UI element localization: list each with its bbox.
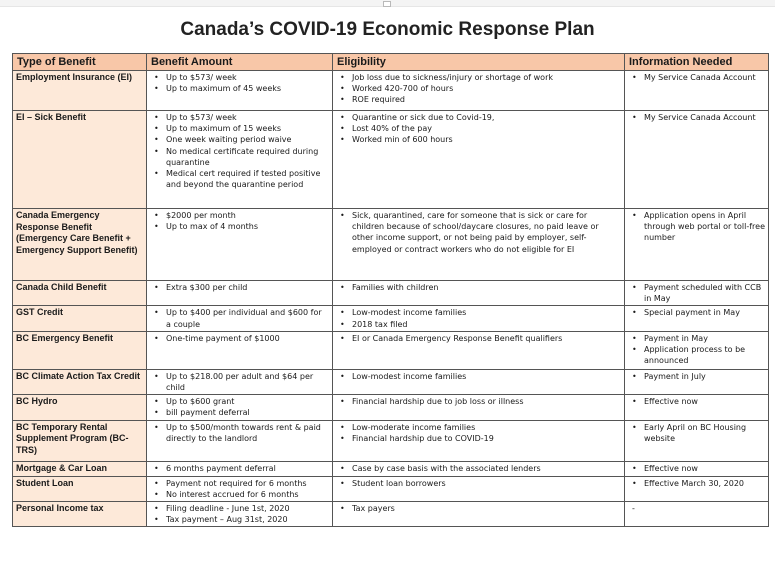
- eligibility-list: [336, 463, 621, 474]
- list-item: • Low-moderate income families: [336, 422, 621, 433]
- document-title: Canada’s COVID-19 Economic Response Plan: [180, 19, 595, 40]
- table-row: [13, 395, 769, 420]
- list-item: • bill payment deferral: [150, 407, 329, 418]
- information-needed-cell: [625, 209, 769, 281]
- eligibility-list: [336, 478, 621, 489]
- benefit-amount-cell: [147, 420, 333, 461]
- list-item: • 6 months payment deferral: [150, 463, 329, 474]
- list-item: • Up to $600 grant: [150, 396, 329, 407]
- eligibility-list: [336, 112, 621, 146]
- benefit-amount-cell: [147, 281, 333, 306]
- information-needed-list: [628, 307, 765, 318]
- table-row: [13, 331, 769, 369]
- list-item: • Quarantine or sick due to Covid-19,: [336, 112, 621, 123]
- header-eligibility: Eligibility: [333, 54, 625, 71]
- table-row: [13, 71, 769, 111]
- table-row: [13, 281, 769, 306]
- list-item: • Extra $300 per child: [150, 282, 329, 293]
- benefit-type-cell: GST Credit: [13, 306, 147, 331]
- benefit-amount-cell: [147, 502, 333, 527]
- benefit-amount-cell: [147, 369, 333, 394]
- information-needed-list: [628, 371, 765, 382]
- information-needed-cell: [625, 281, 769, 306]
- benefit-type-cell: Mortgage & Car Loan: [13, 461, 147, 476]
- benefit-amount-list: [150, 422, 329, 444]
- list-item: • Up to $500/month towards rent & paid directly to the landlord: [150, 422, 329, 444]
- information-needed-cell: [625, 369, 769, 394]
- list-item: • Effective now: [628, 396, 765, 407]
- benefit-amount-list: [150, 333, 329, 344]
- information-needed-cell: [625, 331, 769, 369]
- header-row: [13, 54, 769, 71]
- benefit-type-cell: BC Hydro: [13, 395, 147, 420]
- benefit-type-cell: EI – Sick Benefit: [13, 111, 147, 209]
- list-item: • Payment not required for 6 months: [150, 478, 329, 489]
- list-item: • Application opens in April through web portal or toll-free number: [628, 210, 765, 244]
- eligibility-cell: [333, 71, 625, 111]
- table-row: [13, 461, 769, 476]
- list-item: • Worked min of 600 hours: [336, 134, 621, 145]
- table-row: [13, 420, 769, 461]
- eligibility-list: [336, 396, 621, 407]
- list-item: • Student loan borrowers: [336, 478, 621, 489]
- benefit-type-cell: BC Climate Action Tax Credit: [13, 369, 147, 394]
- table-row: [13, 306, 769, 331]
- information-needed-cell: [625, 461, 769, 476]
- table-row: [13, 111, 769, 209]
- list-item: • No medical certificate required during quarantine: [150, 146, 329, 168]
- benefit-amount-cell: [147, 71, 333, 111]
- header-benefit-amount: Benefit Amount: [147, 54, 333, 71]
- information-needed-cell: [625, 476, 769, 501]
- eligibility-cell: [333, 395, 625, 420]
- table-row: [13, 502, 769, 527]
- information-needed-cell: [625, 71, 769, 111]
- eligibility-list: [336, 282, 621, 293]
- eligibility-list: [336, 333, 621, 344]
- eligibility-cell: [333, 502, 625, 527]
- list-item: • Effective now: [628, 463, 765, 474]
- eligibility-cell: [333, 369, 625, 394]
- list-item: • Up to maximum of 15 weeks: [150, 123, 329, 134]
- table-row: [13, 369, 769, 394]
- list-item: • Lost 40% of the pay: [336, 123, 621, 134]
- list-item: • Up to maximum of 45 weeks: [150, 83, 329, 94]
- benefit-amount-list: [150, 307, 329, 329]
- list-item: • Financial hardship due to job loss or illness: [336, 396, 621, 407]
- information-needed-cell: [625, 502, 769, 527]
- list-item: • Tax payment – Aug 31st, 2020: [150, 514, 329, 525]
- information-needed-list: [628, 210, 765, 244]
- benefit-type-cell: Canada Emergency Response Benefit (Emergency Care Benefit + Emergency Support Benefit): [13, 209, 147, 281]
- information-needed-list: [628, 478, 765, 489]
- benefit-amount-list: [150, 210, 329, 232]
- eligibility-list: [336, 503, 621, 514]
- empty-placeholder: -: [632, 504, 635, 514]
- table-row: [13, 476, 769, 501]
- list-item: • ROE required: [336, 94, 621, 105]
- benefit-amount-cell: [147, 395, 333, 420]
- list-item: • Low-modest income families: [336, 371, 621, 382]
- eligibility-cell: [333, 306, 625, 331]
- list-item: • Worked 420-700 of hours: [336, 83, 621, 94]
- table-body: [13, 71, 769, 527]
- header-information-needed: Information Needed: [625, 54, 769, 71]
- eligibility-cell: [333, 420, 625, 461]
- information-needed-list: [628, 333, 765, 367]
- list-item: • Effective March 30, 2020: [628, 478, 765, 489]
- list-item: • Filing deadline - June 1st, 2020: [150, 503, 329, 514]
- information-needed-list: [628, 112, 765, 123]
- list-item: • Tax payers: [336, 503, 621, 514]
- eligibility-list: [336, 307, 621, 329]
- benefit-amount-cell: [147, 306, 333, 331]
- list-item: • Families with children: [336, 282, 621, 293]
- benefit-amount-cell: [147, 209, 333, 281]
- eligibility-list: [336, 422, 621, 444]
- benefits-table: [12, 53, 769, 527]
- information-needed-cell: [625, 420, 769, 461]
- list-item: • One week waiting period waive: [150, 134, 329, 145]
- list-item: • Early April on BC Housing website: [628, 422, 765, 444]
- benefit-amount-cell: [147, 461, 333, 476]
- list-item: • My Service Canada Account: [628, 72, 765, 83]
- table-row: [13, 209, 769, 281]
- benefit-type-cell: Canada Child Benefit: [13, 281, 147, 306]
- benefit-amount-cell: [147, 476, 333, 501]
- list-item: • Up to $573/ week: [150, 112, 329, 123]
- information-needed-cell: [625, 111, 769, 209]
- eligibility-cell: [333, 209, 625, 281]
- benefit-type-cell: Personal Income tax: [13, 502, 147, 527]
- list-item: • Medical cert required if tested positive and beyond the quarantine period: [150, 168, 329, 190]
- benefit-amount-list: [150, 463, 329, 474]
- information-needed-list: [628, 463, 765, 474]
- list-item: • Sick, quarantined, care for someone that is sick or care for children because of school/daycare closures, no paid leave or other income support, or not being paid by employer, self-employed or contract workers who do not eligible for EI: [336, 210, 621, 255]
- list-item: • EI or Canada Emergency Response Benefit qualifiers: [336, 333, 621, 344]
- list-item: • Payment in July: [628, 371, 765, 382]
- benefit-amount-cell: [147, 331, 333, 369]
- eligibility-cell: [333, 111, 625, 209]
- information-needed-list: [628, 72, 765, 83]
- information-needed-list: [628, 282, 765, 304]
- eligibility-list: [336, 371, 621, 382]
- list-item: • Payment scheduled with CCB in May: [628, 282, 765, 304]
- list-item: • Financial hardship due to COVID-19: [336, 433, 621, 444]
- benefit-amount-list: [150, 396, 329, 418]
- eligibility-cell: [333, 461, 625, 476]
- eligibility-list: [336, 72, 621, 106]
- information-needed-list: [628, 422, 765, 444]
- list-item: • My Service Canada Account: [628, 112, 765, 123]
- list-item: • $2000 per month: [150, 210, 329, 221]
- list-item: • 2018 tax filed: [336, 319, 621, 330]
- resize-handle[interactable]: [383, 1, 391, 7]
- benefit-amount-list: [150, 72, 329, 94]
- list-item: • Up to $400 per individual and $600 for a couple: [150, 307, 329, 329]
- list-item: • Payment in May: [628, 333, 765, 344]
- benefit-type-cell: Student Loan: [13, 476, 147, 501]
- benefit-type-cell: BC Emergency Benefit: [13, 331, 147, 369]
- eligibility-cell: [333, 476, 625, 501]
- benefit-amount-list: [150, 112, 329, 190]
- list-item: • No interest accrued for 6 months: [150, 489, 329, 500]
- benefit-type-cell: BC Temporary Rental Supplement Program (BC-TRS): [13, 420, 147, 461]
- list-item: • Application process to be announced: [628, 344, 765, 366]
- benefit-amount-list: [150, 371, 329, 393]
- list-item: • Special payment in May: [628, 307, 765, 318]
- benefit-amount-list: [150, 478, 329, 500]
- list-item: • Up to $573/ week: [150, 72, 329, 83]
- benefit-amount-list: [150, 282, 329, 293]
- eligibility-list: [336, 210, 621, 255]
- benefit-amount-cell: [147, 111, 333, 209]
- benefit-amount-list: [150, 503, 329, 525]
- list-item: • Up to max of 4 months: [150, 221, 329, 232]
- list-item: • One-time payment of $1000: [150, 333, 329, 344]
- list-item: • Case by case basis with the associated lenders: [336, 463, 621, 474]
- eligibility-cell: [333, 331, 625, 369]
- header-type-of-benefit: Type of Benefit: [13, 54, 147, 71]
- information-needed-cell: [625, 306, 769, 331]
- list-item: • Job loss due to sickness/injury or shortage of work: [336, 72, 621, 83]
- information-needed-cell: [625, 395, 769, 420]
- list-item: • Low-modest income families: [336, 307, 621, 318]
- eligibility-cell: [333, 281, 625, 306]
- list-item: • Up to $218.00 per adult and $64 per child: [150, 371, 329, 393]
- benefit-type-cell: Employment Insurance (EI): [13, 71, 147, 111]
- information-needed-list: [628, 396, 765, 407]
